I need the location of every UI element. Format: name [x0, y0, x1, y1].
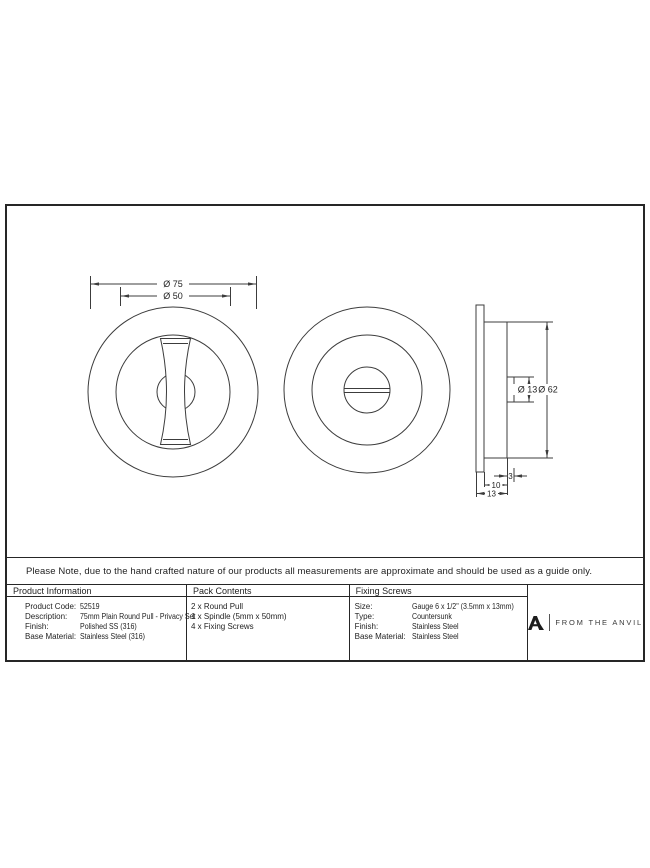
table-row: [355, 602, 528, 612]
field-label: Type:: [354, 612, 375, 621]
field-value: Polished SS (316): [80, 622, 137, 631]
thumbturn: [161, 339, 191, 445]
table-row: [355, 622, 528, 632]
table-row: [355, 632, 528, 642]
pack-item: 2 x Round Pull: [191, 602, 244, 611]
field-value: 75mm Plain Round Pull - Privacy Set: [80, 612, 196, 621]
rose-body: [484, 322, 507, 458]
field-value: Countersunk: [411, 612, 452, 621]
drawing-canvas: [7, 206, 643, 557]
dim-label-front-inner: Ø 50: [163, 291, 183, 302]
dim-label-depth: 10: [491, 481, 501, 490]
field-value: Stainless Steel (316): [80, 632, 145, 641]
column-header: Product Information: [7, 585, 186, 597]
table-row: [25, 612, 196, 622]
pack-item: 1 x Spindle (5mm x 50mm): [191, 612, 287, 621]
dim-label-boss: Ø 13: [517, 384, 538, 395]
brand-logo: [528, 614, 643, 631]
field-label: Base Material:: [25, 632, 77, 641]
field-label: Finish:: [25, 622, 49, 631]
sheet-frame: [5, 204, 645, 662]
side-view: [476, 305, 564, 498]
anvil-logo-icon: [528, 616, 544, 630]
technical-drawing: [7, 206, 643, 557]
front-view-thumbturn: [88, 276, 258, 477]
brand-divider: [549, 614, 550, 631]
note-text: Please Note, due to the hand crafted nature of our products all measurements are approximate and should be used as a guide only.: [26, 565, 593, 577]
measurement-note: [7, 557, 643, 584]
field-label: Size:: [354, 602, 373, 611]
brand-cell: [527, 585, 643, 660]
field-label: Base Material:: [354, 632, 406, 641]
product-information-column: [7, 585, 196, 660]
field-value: Stainless Steel: [411, 632, 459, 641]
field-label: Finish:: [354, 622, 379, 631]
rose-flange: [476, 305, 484, 472]
column-header: Fixing Screws: [350, 585, 528, 597]
dim-label-rose: Ø 62: [538, 384, 558, 395]
fixing-screws-column: [349, 585, 528, 660]
dim-label-total-depth: 13: [487, 489, 496, 499]
field-value: Gauge 6 x 1/2" (3.5mm x 13mm): [411, 602, 514, 611]
field-label: Description:: [25, 612, 68, 621]
table-row: [25, 622, 186, 632]
field-value: 52519: [80, 602, 100, 611]
coin-release: [344, 367, 390, 413]
pack-contents-column: [186, 585, 349, 660]
spec-table: [7, 584, 643, 660]
dim-label-projection: 3: [508, 471, 513, 481]
pack-item: 4 x Fixing Screws: [191, 622, 254, 631]
coin-slot: [345, 389, 390, 393]
column-header: Pack Contents: [187, 585, 349, 597]
table-row: [25, 632, 186, 642]
table-row: [25, 602, 186, 612]
brand-name: FROM THE ANVIL: [555, 618, 643, 627]
field-label: Product Code:: [25, 602, 77, 611]
front-view-release: [284, 307, 450, 473]
dim-label-front-outer: Ø 75: [163, 279, 183, 290]
table-row: [355, 612, 528, 622]
field-value: Stainless Steel: [411, 622, 459, 631]
